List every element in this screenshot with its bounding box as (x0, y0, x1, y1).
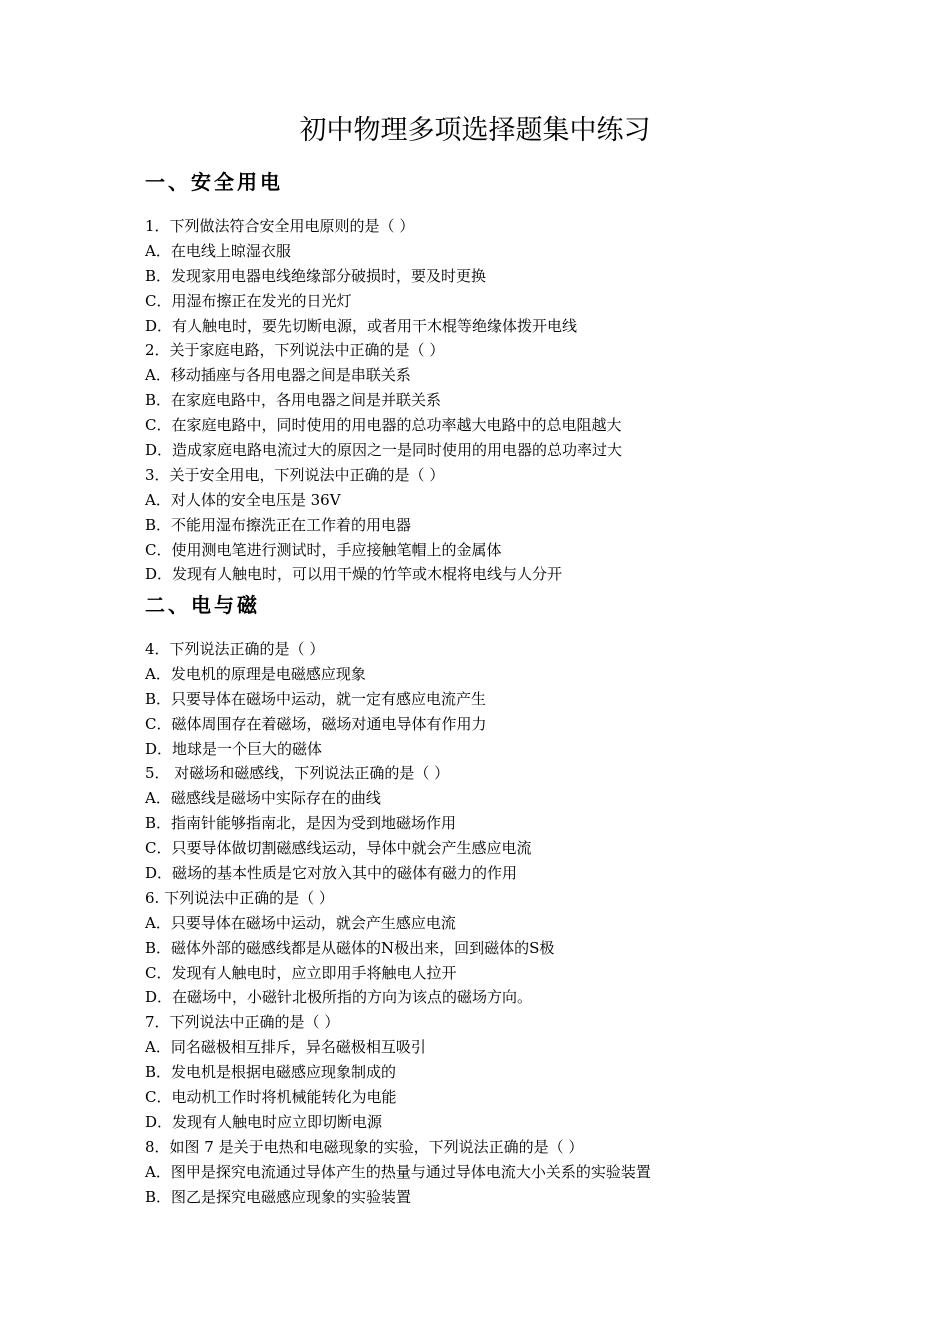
page-title: 初中物理多项选择题集中练习 (299, 115, 651, 146)
option-line: C．在家庭电路中，同时使用的用电器的总功率越大电路中的总电阻越大 (145, 416, 622, 435)
option-line: D．发现有人触电时，可以用干燥的竹竿或木棍将电线与人分开 (145, 565, 563, 584)
option-line: D．有人触电时，要先切断电源，或者用干木棍等绝缘体拨开电线 (145, 316, 578, 335)
option-line: D．磁场的基本性质是它对放入其中的磁体有磁力的作用 (145, 864, 518, 883)
question-line: 7．下列说法中正确的是（ ） (145, 1013, 340, 1032)
option-line: B．在家庭电路中，各用电器之间是并联关系 (145, 391, 442, 410)
section-body-electromagnetism (145, 637, 845, 1209)
option-line: B．发电机是根据电磁感应现象制成的 (145, 1063, 397, 1082)
question-line: 8．如图 7 是关于电热和电磁现象的实验，下列说法正确的是（ ） (145, 1137, 584, 1156)
option-line: D．在磁场中，小磁针北极所指的方向为该点的磁场方向。 (145, 988, 533, 1007)
option-line: A．同名磁极相互排斥，异名磁极相互吸引 (145, 1038, 426, 1057)
option-line: B．只要导体在磁场中运动，就一定有感应电流产生 (145, 689, 487, 708)
option-line: D．造成家庭电路电流过大的原因之一是同时使用的用电器的总功率过大 (145, 441, 623, 460)
option-line: B．指南针能够指南北，是因为受到地磁场作用 (145, 814, 457, 833)
question-line: 1．下列做法符合安全用电原则的是（ ） (145, 217, 415, 235)
option-line: C．磁体周围存在着磁场，磁场对通电导体有作用力 (145, 714, 487, 733)
option-line: A．对人体的安全电压是 36V (145, 490, 341, 509)
question-line: 3．关于安全用电，下列说法中正确的是（ ） (145, 465, 445, 484)
question-line: 2．关于家庭电路，下列说法中正确的是（ ） (145, 341, 445, 360)
option-line: B．磁体外部的磁感线都是从磁体的N极出来，回到磁体的S极 (145, 938, 555, 957)
option-line: C．只要导体做切割磁感线运动，导体中就会产生感应电流 (145, 839, 532, 858)
option-line: A．移动插座与各用电器之间是串联关系 (145, 366, 411, 385)
option-line: B．发现家用电器电线绝缘部分破损时，要及时更换 (145, 266, 487, 285)
option-line: C．用湿布擦正在发光的日光灯 (145, 291, 352, 310)
option-line: C．发现有人触电时，应立即用手将触电人拉开 (145, 963, 457, 982)
option-line: A．发电机的原理是电磁感应现象 (145, 664, 366, 683)
option-line: A．图甲是探究电流通过导体产生的热量与通过导体电流大小关系的实验装置 (145, 1162, 651, 1181)
option-line: B．不能用湿布擦洗正在工作着的用电器 (145, 515, 412, 534)
option-line: D．发现有人触电时应立即切断电源 (145, 1112, 383, 1131)
option-line: C．使用测电笔进行测试时，手应接触笔帽上的金属体 (145, 540, 502, 559)
option-line: B．图乙是探究电磁感应现象的实验装置 (145, 1187, 412, 1206)
question-line: 4．下列说法正确的是（ ） (145, 640, 325, 658)
option-line: A．只要导体在磁场中运动，就会产生感应电流 (145, 913, 456, 932)
question-line: 5． 对磁场和磁感线，下列说法正确的是（ ） (145, 764, 450, 783)
option-line: D．地球是一个巨大的磁体 (145, 739, 323, 758)
option-line: A．在电线上晾湿衣服 (145, 241, 291, 260)
section-heading-safety: 一、安全用电 (145, 170, 283, 194)
option-line: C．电动机工作时将机械能转化为电能 (145, 1088, 397, 1107)
question-line: 6. 下列说法中正确的是（ ） (145, 888, 334, 907)
section-heading-electromagnetism: 二、电与磁 (145, 593, 260, 617)
option-line: A．磁感线是磁场中实际存在的曲线 (145, 789, 381, 808)
section-body-safety (145, 214, 845, 587)
